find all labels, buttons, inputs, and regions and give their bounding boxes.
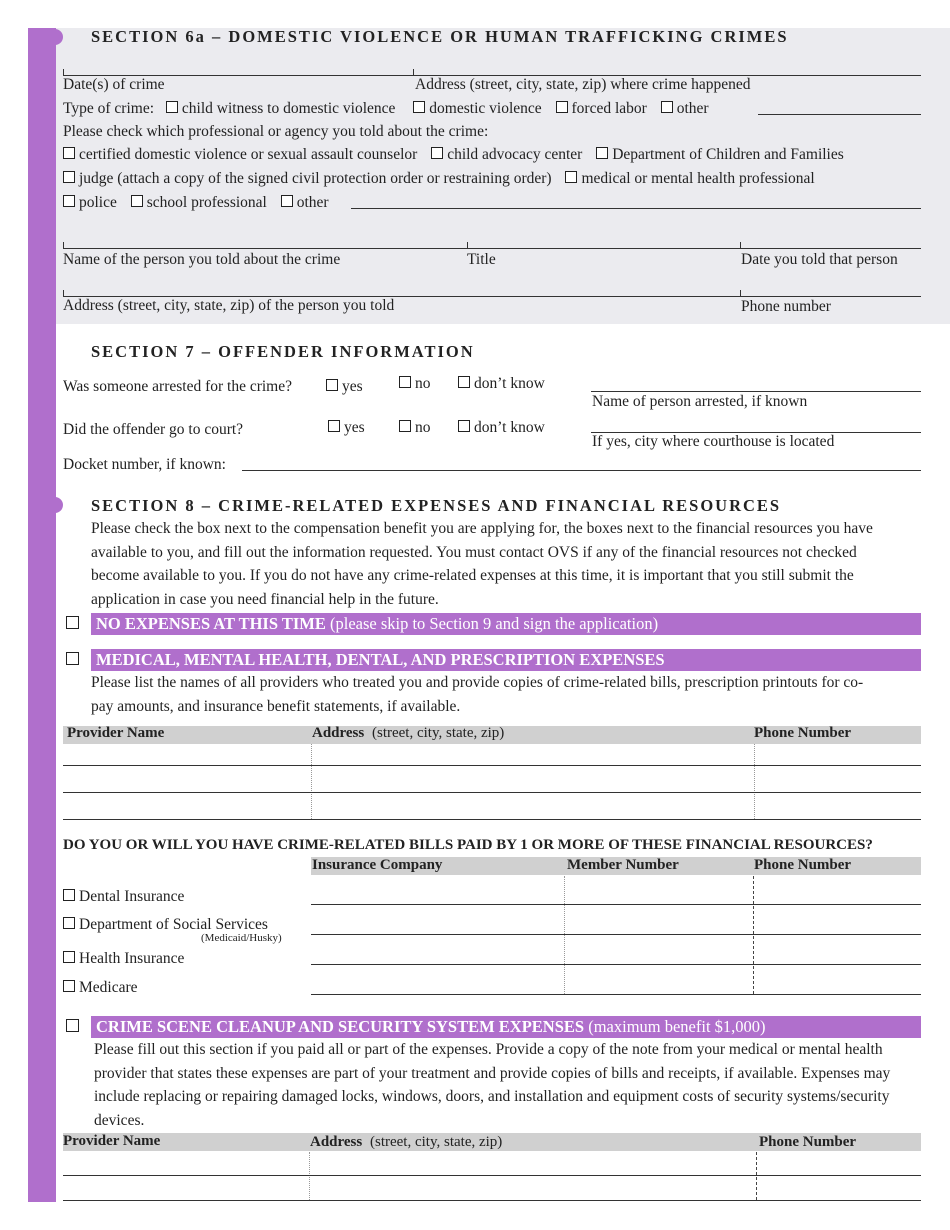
checkbox[interactable] [328,420,340,432]
checkbox[interactable] [431,147,443,159]
resource-dental[interactable] [63,888,184,906]
agency-judge[interactable] [63,170,552,187]
type-of-crime-label: Type of crime: [63,100,155,117]
tick [413,69,414,75]
phone-number-label: Phone number [741,298,831,315]
agency-medical[interactable] [565,170,814,187]
option-label: other [676,100,709,117]
section-8-intro: Please check the box next to the compensation benefit you are applying for, the boxes next to the financial resources you have available to you, and fill out the information requested. You must contact OVS if any of the financial resources not checked become available to you. If you do not have any crime-related expenses at this time, it is important that you still submit the application in case you need financial help in the future. [91,520,873,608]
agency-other[interactable] [281,194,329,211]
member-number-col: Member Number [567,857,679,873]
agency-police[interactable] [63,194,117,211]
table-row[interactable] [311,994,921,995]
tick [63,242,64,248]
checkbox[interactable] [63,889,75,901]
resource-label: Department of Social Services [79,916,268,933]
table-row[interactable] [63,819,921,820]
agency-prompt: Please check which professional or agency you told about the crime: [63,123,489,140]
column-divider [753,876,754,994]
checkbox[interactable] [399,420,411,432]
column-divider [564,876,565,994]
option-label: no [415,419,431,436]
no-expenses-title: NO EXPENSES AT THIS TIME [96,614,326,633]
address-col [312,725,504,742]
cleanup-address-col [310,1134,502,1151]
agency-dcf[interactable] [596,146,844,163]
option-label: medical or mental health professional [581,170,815,187]
crime-type-other[interactable] [661,100,709,117]
option-label: police [79,194,117,211]
courthouse-label: If yes, city where courthouse is located [592,433,835,450]
arrested-name-field[interactable] [591,391,921,392]
option-label: judge (attach a copy of the signed civil protection order or restraining order) [79,170,552,187]
tick [740,242,741,248]
crime-address-label: Address (street, city, state, zip) where crime happened [415,76,751,93]
section-7-heading: SECTION 7 – OFFENDER INFORMATION [91,342,475,361]
option-label: child witness to domestic violence [181,100,396,117]
checkbox[interactable] [166,101,178,113]
tick [63,290,64,296]
cleanup-title: CRIME SCENE CLEANUP AND SECURITY SYSTEM EXPENSES [96,1017,585,1036]
medical-expenses-title: MEDICAL, MENTAL HEALTH, DENTAL, AND PRESCRIPTION EXPENSES [96,650,665,669]
column-divider [756,1152,757,1200]
docket-label: Docket number, if known: [63,456,226,473]
table-row[interactable] [311,904,921,905]
cleanup-text: Please fill out this section if you paid all or part of the expenses. Provide a copy of the note from your medical or mental health provider that states these expenses are part of your treatment and provide copies of bills and receipts, if available. Expenses may include replacing or repairing damaged locks, windows, doors, and installation and equipment costs of security systems/security devices. [94,1041,891,1129]
court-question: Did the offender go to court? [63,421,244,438]
agency-row-2 [63,170,815,188]
agency-row-3 [63,194,329,212]
crime-type-other-field[interactable] [758,114,921,115]
checkbox[interactable] [63,195,75,207]
cleanup-provider-col: Provider Name [63,1133,161,1149]
arrested-yes[interactable] [326,378,363,396]
person-told-line[interactable] [63,248,921,249]
checkbox[interactable] [556,101,568,113]
checkbox[interactable] [131,195,143,207]
cleanup-phone-col: Phone Number [759,1134,857,1150]
no-expenses-checkbox[interactable] [66,616,79,629]
resource-label: Dental Insurance [79,888,185,905]
tick [63,69,64,75]
tick [467,242,468,248]
cleanup-note: (maximum benefit $1,000) [588,1017,766,1036]
checkbox[interactable] [565,171,577,183]
date-told-label: Date you told that person [741,251,898,268]
section-8-heading: SECTION 8 – CRIME-RELATED EXPENSES AND FINANCIAL RESOURCES [91,496,782,515]
phone-col: Phone Number [754,725,852,741]
cleanup-checkbox[interactable] [66,1019,79,1032]
crime-type-child-witness[interactable] [166,100,396,117]
column-divider [309,1152,310,1200]
checkbox[interactable] [63,147,75,159]
type-of-crime-row [63,100,709,118]
address-col-note: (street, city, state, zip) [370,1134,503,1150]
left-accent-bar [28,28,56,1202]
resource-label: Health Insurance [79,950,185,967]
checkbox[interactable] [63,171,75,183]
agency-counselor[interactable] [63,146,417,163]
address-col-label: Address [310,1134,363,1150]
option-label: other [296,194,329,211]
address-col-note: (street, city, state, zip) [372,725,505,741]
date-of-crime-label: Date(s) of crime [63,76,165,93]
option-label: certified domestic violence or sexual assault counselor [79,146,418,163]
cleanup-bar [91,1016,921,1038]
medical-expenses-text: Please list the names of all providers who treated you and provide copies of crime-related bills, prescription printouts for co-pay amounts, and insurance benefit statements, if available. [91,674,864,715]
table-row[interactable] [63,792,921,793]
crime-type-domestic-violence[interactable] [413,100,541,117]
option-label: don’t know [474,419,545,436]
agency-school[interactable] [131,194,267,211]
no-expenses-note: (please skip to Section 9 and sign the application) [330,614,659,633]
arrested-no[interactable] [399,375,431,393]
person-address-label: Address (street, city, state, zip) of the person you told [63,297,395,314]
court-dont-know[interactable] [458,419,545,437]
checkbox[interactable] [458,420,470,432]
agency-row-1 [63,146,844,164]
option-label: yes [344,419,365,436]
option-label: forced labor [571,100,647,117]
option-label: don’t know [474,375,545,392]
checkbox[interactable] [63,917,75,929]
option-label: domestic violence [429,100,542,117]
docket-field[interactable] [242,470,921,471]
resource-label: Medicare [79,979,138,996]
medical-expenses-checkbox[interactable] [66,652,79,665]
option-label: Department of Children and Families [612,146,844,163]
resource-health[interactable] [63,950,184,968]
table-row[interactable] [311,934,921,935]
no-expenses-bar [91,613,921,635]
provider-name-col: Provider Name [67,725,165,741]
checkbox[interactable] [661,101,673,113]
table-row[interactable] [63,765,921,766]
column-divider [311,744,312,819]
arrested-name-label: Name of person arrested, if known [592,393,808,410]
checkbox[interactable] [458,376,470,388]
option-label: child advocacy center [447,146,583,163]
checkbox[interactable] [63,980,75,992]
column-divider [754,744,755,819]
resource-medicare[interactable] [63,979,138,997]
crime-type-forced-labor[interactable] [556,100,647,117]
checkbox[interactable] [399,376,411,388]
tick [740,290,741,296]
checkbox[interactable] [413,101,425,113]
address-col-label: Address [312,725,365,741]
agency-other-field[interactable] [351,208,921,209]
section-8-tab [50,497,63,513]
resources-question: DO YOU OR WILL YOU HAVE CRIME-RELATED BILLS PAID BY 1 OR MORE OF THESE FINANCIAL RESOURCES? [63,837,873,853]
table-row[interactable] [311,964,921,965]
section-6a-heading: SECTION 6a – DOMESTIC VIOLENCE OR HUMAN TRAFFICKING CRIMES [91,27,789,46]
table-row[interactable] [63,1175,921,1176]
checkbox[interactable] [326,379,338,391]
insurance-company-col: Insurance Company [312,857,443,873]
checkbox[interactable] [63,951,75,963]
arrested-dont-know[interactable] [458,375,545,393]
person-name-label: Name of the person you told about the crime [63,251,341,268]
resources-phone-col: Phone Number [754,857,852,873]
option-label: school professional [146,194,267,211]
arrested-question: Was someone arrested for the crime? [63,378,292,395]
agency-child-advocacy[interactable] [431,146,582,163]
title-label: Title [467,251,496,268]
option-label: yes [342,378,363,395]
checkbox[interactable] [596,147,608,159]
checkbox[interactable] [281,195,293,207]
court-no[interactable] [399,419,431,437]
dss-note: (Medicaid/Husky) [201,932,282,944]
table-row[interactable] [63,1200,921,1201]
court-yes[interactable] [328,419,365,437]
medical-expenses-bar [91,649,921,671]
option-label: no [415,375,431,392]
